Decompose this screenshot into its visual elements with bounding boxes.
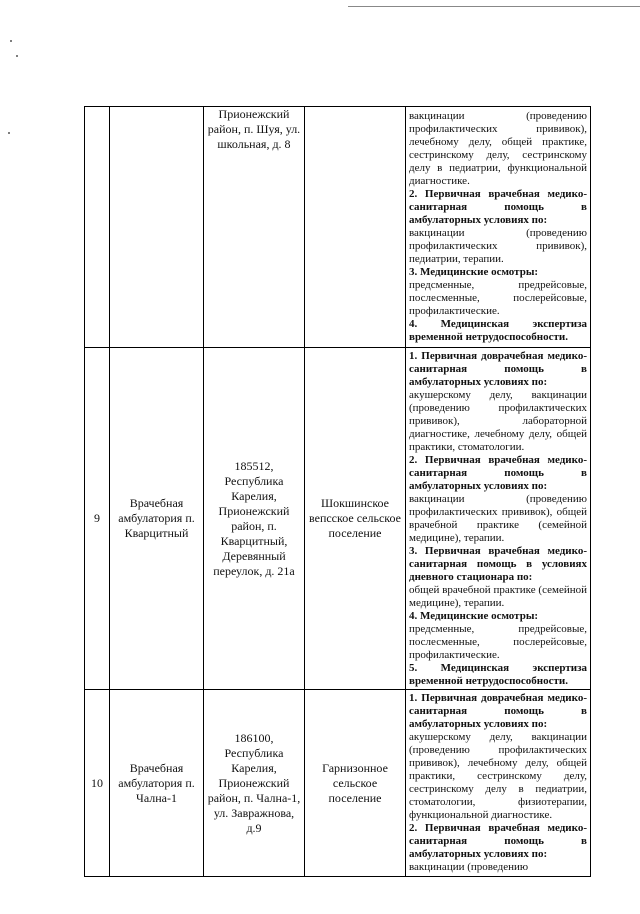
table-row <box>85 107 591 348</box>
scan-speck <box>8 132 10 134</box>
services-table <box>84 106 591 877</box>
service-paragraph: вакцинации (проведению <box>409 861 529 873</box>
service-paragraph: 2. Первичная врачебная медико-санитарная помощь в амбулаторных условиях по: <box>409 453 587 492</box>
service-paragraph: 2. Первичная врачебная медико-санитарная помощь в амбулаторных условиях по: <box>409 188 587 226</box>
service-paragraph: вакцинации (проведению профилактических прививок), лечебному делу, общей практике, сестринскому делу, сестринскому делу в педиатрии, функциональной диагностике. <box>409 110 587 187</box>
services-cell <box>406 107 591 348</box>
row-number <box>85 107 110 348</box>
service-paragraph: 1. Первичная доврачебная медико-санитарная помощь в амбулаторных условиях по: <box>409 692 587 730</box>
service-paragraph: акушерскому делу, вакцинации (проведению профилактических прививок), лабораторной диагностике, лечебному делу, общей практики, стоматологии. <box>409 388 587 453</box>
table-row <box>85 348 591 690</box>
scan-speck <box>10 40 12 42</box>
service-paragraph: вакцинации (проведению профилактических прививок), общей врачебной практике (семейной медицине), терапии. <box>409 492 587 544</box>
service-paragraph: 2. Первичная врачебная медико-санитарная помощь в амбулаторных условиях по: <box>409 822 587 860</box>
settlement-name: Гарнизонное сельское поселение <box>305 690 406 877</box>
service-paragraph: 4. Медицинская экспертиза временной нетрудоспособности. <box>409 318 587 343</box>
service-paragraph: 3. Медицинские осмотры: <box>409 266 539 278</box>
row-number: 10 <box>85 690 110 877</box>
facility-name: Врачебная амбулатория п. Чална-1 <box>110 690 204 877</box>
settlement-name <box>305 107 406 348</box>
service-paragraph: вакцинации (проведению профилактических прививок), педиатрии, терапии. <box>409 227 587 265</box>
service-paragraph: 5. Медицинская экспертиза временной нетрудоспособности. <box>409 661 587 687</box>
service-paragraph: общей врачебной практике (семейной медицине), терапии. <box>409 583 587 609</box>
facility-name <box>110 107 204 348</box>
table-row <box>85 690 591 877</box>
scan-speck <box>16 55 18 57</box>
services-cell <box>406 690 591 877</box>
settlement-name: Шокшинское вепсское сельское поселение <box>305 348 406 690</box>
scan-edge-line <box>348 6 640 7</box>
service-paragraph: предсменные, предрейсовые, послесменные, послерейсовые, профилактические. <box>409 622 587 661</box>
facility-address: 185512, Республика Карелия, Прионежский район, п. Кварцитный, Деревянный переулок, д. 21а <box>204 348 305 690</box>
facility-address: Прионежский район, п. Шуя, ул. школьная, д. 8 <box>204 107 305 348</box>
service-paragraph: 1. Первичная доврачебная медико-санитарная помощь в амбулаторных условиях по: <box>409 349 587 388</box>
service-paragraph: предсменные, предрейсовые, послесменные, послерейсовые, профилактические. <box>409 279 587 317</box>
service-paragraph: акушерскому делу, вакцинации (проведению профилактических прививок), лечебному делу, общей практики, сестринскому делу, сестринскому делу в педиатрии, стоматологии, физиотерапии, функциональной диагностике. <box>409 731 587 821</box>
service-paragraph: 3. Первичная врачебная медико-санитарная помощь в условиях дневного стационара по: <box>409 544 587 583</box>
service-paragraph: 4. Медицинские осмотры: <box>409 609 539 622</box>
services-cell <box>406 348 591 690</box>
row-number: 9 <box>85 348 110 690</box>
facility-address: 186100, Республика Карелия, Прионежский район, п. Чална-1, ул. Завражнова, д.9 <box>204 690 305 877</box>
facility-name: Врачебная амбулатория п. Кварцитный <box>110 348 204 690</box>
